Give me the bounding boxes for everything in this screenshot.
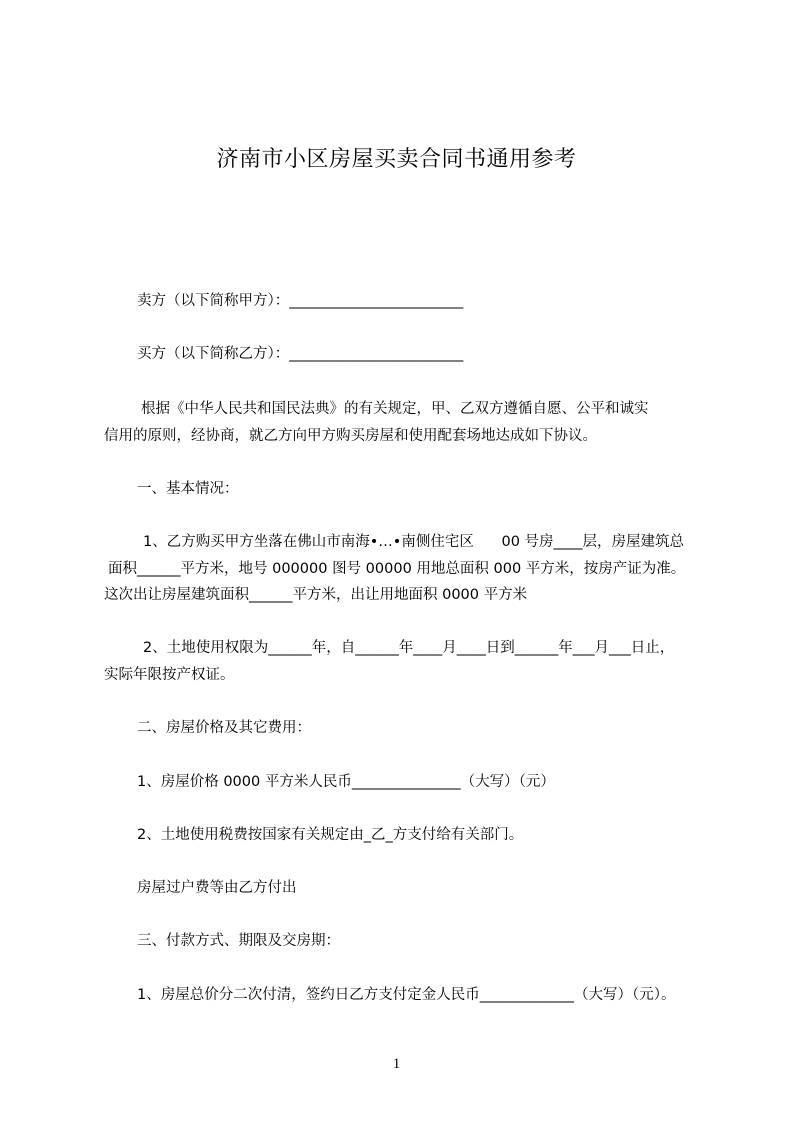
item-2-3: 房屋过户费等由乙方付出: [137, 880, 297, 896]
item-1-1-line-1: 1、乙方购买甲方坐落在佛山市南海•…•南侧住宅区 00 号房____层，房屋建筑总: [143, 534, 685, 550]
page-number: 1: [392, 1056, 401, 1072]
document-title: 济南市小区房屋买卖合同书通用参考: [216, 147, 577, 172]
buyer-line: 买方（以下简称乙方）：________________________: [137, 346, 464, 362]
item-2-2: 2、土地使用税费按国家有关规定由_乙_方支付给有关部门。: [137, 827, 524, 843]
section-2-heading: 二、房屋价格及其它费用：: [137, 720, 311, 736]
preamble-line-2: 信用的原则，经协商，就乙方向甲方购买房屋和使用配套场地达成如下协议。: [104, 428, 597, 444]
item-1-2-line-2: 实际年限按产权证。: [104, 667, 235, 683]
preamble-line-1: 根据《中华人民共和国民法典》的有关规定，甲、乙双方遵循自愿、公平和诚实: [141, 401, 649, 417]
item-1-1-line-3: 这次出让房屋建筑面积______平方米，出让用地面积 0000 平方米: [104, 587, 528, 603]
section-3-heading: 三、付款方式、期限及交房期：: [137, 933, 340, 949]
item-1-1-line-2: 面积______平方米，地号 000000 图号 00000 用地总面积 000 平方米，按房产证为准。: [108, 561, 686, 577]
item-3-1: 1、房屋总价分二次付清，签约日乙方支付定金人民币_____________（大写）（元）。: [137, 987, 676, 1003]
seller-line: 卖方（以下简称甲方）：________________________: [137, 293, 464, 309]
item-1-2-line-1: 2、土地使用权限为______年，自______年____月____日到______年___月___日止，: [143, 640, 675, 656]
section-1-heading: 一、基本情况：: [137, 481, 239, 497]
item-2-1: 1、房屋价格 0000 平方米人民币_______________（大写）（元）: [137, 774, 555, 790]
